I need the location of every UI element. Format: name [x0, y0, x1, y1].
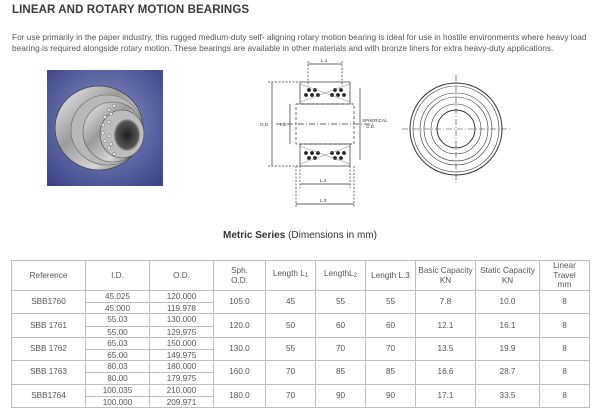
- cell-basic-capacity: 12.1: [416, 314, 476, 337]
- cell-reference: SBB1760: [12, 291, 86, 314]
- cell-static-capacity: 19.9: [476, 337, 540, 360]
- cell-length2: 85: [316, 361, 366, 384]
- cell-reference: SBB1764: [12, 384, 86, 407]
- header-linear-travel: Linear Travel mm: [540, 261, 590, 291]
- cell-length2: 55: [316, 291, 366, 314]
- table-row: [12, 337, 590, 360]
- header-length1: Length $L_1$: [266, 261, 316, 291]
- cell-id: 80.03 80.00: [86, 361, 150, 384]
- cell-static-capacity: 28.7: [476, 361, 540, 384]
- cell-length2: 70: [316, 337, 366, 360]
- cell-linear-travel: 8: [540, 384, 590, 407]
- table-row: [12, 314, 590, 337]
- label-l2: L.2: [320, 178, 327, 183]
- cell-reference: SBB 1761: [12, 314, 86, 337]
- label-od: O.D.: [260, 122, 270, 127]
- cell-linear-travel: 8: [540, 337, 590, 360]
- cell-sph-od: 120.0: [214, 314, 266, 337]
- cell-reference: SBB 1762: [12, 337, 86, 360]
- series-subtitle: (Dimensions in mm): [288, 230, 377, 241]
- cell-od: 210.000 209.971: [150, 384, 214, 407]
- cell-id: 45.025 45.000: [86, 291, 150, 314]
- bearing-section-drawing: [256, 58, 394, 212]
- cell-sph-od: 160.0: [214, 361, 266, 384]
- cell-basic-capacity: 16.6: [416, 361, 476, 384]
- cell-length1: 45: [266, 291, 316, 314]
- header-length2: LengthL$_2$: [316, 261, 366, 291]
- bearing-end-view: [402, 75, 510, 183]
- cell-length3: 60: [366, 314, 416, 337]
- header-length3: Length L.3: [366, 261, 416, 291]
- cell-length3: 90: [366, 384, 416, 407]
- cell-od: 130.000 129.975: [150, 314, 214, 337]
- label-id: I.D.: [280, 122, 288, 127]
- table-header-row: [12, 261, 590, 291]
- table-row: [12, 361, 590, 384]
- page-title: LINEAR AND ROTARY MOTION BEARINGS: [12, 4, 250, 16]
- bearing-photo: [47, 70, 163, 186]
- cell-static-capacity: 16.1: [476, 314, 540, 337]
- cell-basic-capacity: 17.1: [416, 384, 476, 407]
- cell-length1: 70: [266, 361, 316, 384]
- cell-length1: 55: [266, 337, 316, 360]
- label-spherical-od: O.D.: [366, 124, 376, 129]
- cell-od: 120.000 119.978: [150, 291, 214, 314]
- cell-od: 180.000 179.975: [150, 361, 214, 384]
- cell-length3: 70: [366, 337, 416, 360]
- label-spherical: SPHERICAL: [362, 118, 388, 123]
- cell-length3: 55: [366, 291, 416, 314]
- cell-id: 65.03 65.00: [86, 337, 150, 360]
- cell-sph-od: 105.0: [214, 291, 266, 314]
- label-l3: L.3: [320, 198, 327, 203]
- header-static-capacity: Static Capacity KN: [476, 261, 540, 291]
- table-row: [12, 384, 590, 407]
- cell-length1: 70: [266, 384, 316, 407]
- cell-linear-travel: 8: [540, 291, 590, 314]
- header-reference: Reference: [12, 261, 86, 291]
- cell-length3: 85: [366, 361, 416, 384]
- cell-id: 100.035 100.000: [86, 384, 150, 407]
- header-od: O.D.: [150, 261, 214, 291]
- header-basic-capacity: Basic Capacity KN: [416, 261, 476, 291]
- cell-length2: 60: [316, 314, 366, 337]
- cell-od: 150.000 149.975: [150, 337, 214, 360]
- cell-linear-travel: 8: [540, 361, 590, 384]
- series-title: Metric Series: [223, 230, 286, 241]
- cell-static-capacity: 33.5: [476, 384, 540, 407]
- cell-linear-travel: 8: [540, 314, 590, 337]
- header-id: I.D.: [86, 261, 150, 291]
- cell-static-capacity: 10.0: [476, 291, 540, 314]
- cell-id: 55.03 55.00: [86, 314, 150, 337]
- cell-length2: 90: [316, 384, 366, 407]
- cell-sph-od: 130.0: [214, 337, 266, 360]
- series-heading: [0, 230, 600, 241]
- cell-basic-capacity: 7.8: [416, 291, 476, 314]
- cell-length1: 50: [266, 314, 316, 337]
- specs-table: [11, 260, 590, 408]
- table-row: [12, 291, 590, 314]
- cell-sph-od: 180.0: [214, 384, 266, 407]
- cell-reference: SBB 1763: [12, 361, 86, 384]
- cell-basic-capacity: 13.5: [416, 337, 476, 360]
- intro-paragraph: For use primarily in the paper industry, this rugged medium-duty self- aligning rotary motion bearing is ideal for use in hostile environments where heavy load bearing is required alongside rotary motion. These bearings are available in other materials and with bronze liners for extra heavy-duty applications.: [12, 32, 587, 53]
- label-l1: L.1: [321, 58, 328, 63]
- header-sph-od: Sph. O.D.: [214, 261, 266, 291]
